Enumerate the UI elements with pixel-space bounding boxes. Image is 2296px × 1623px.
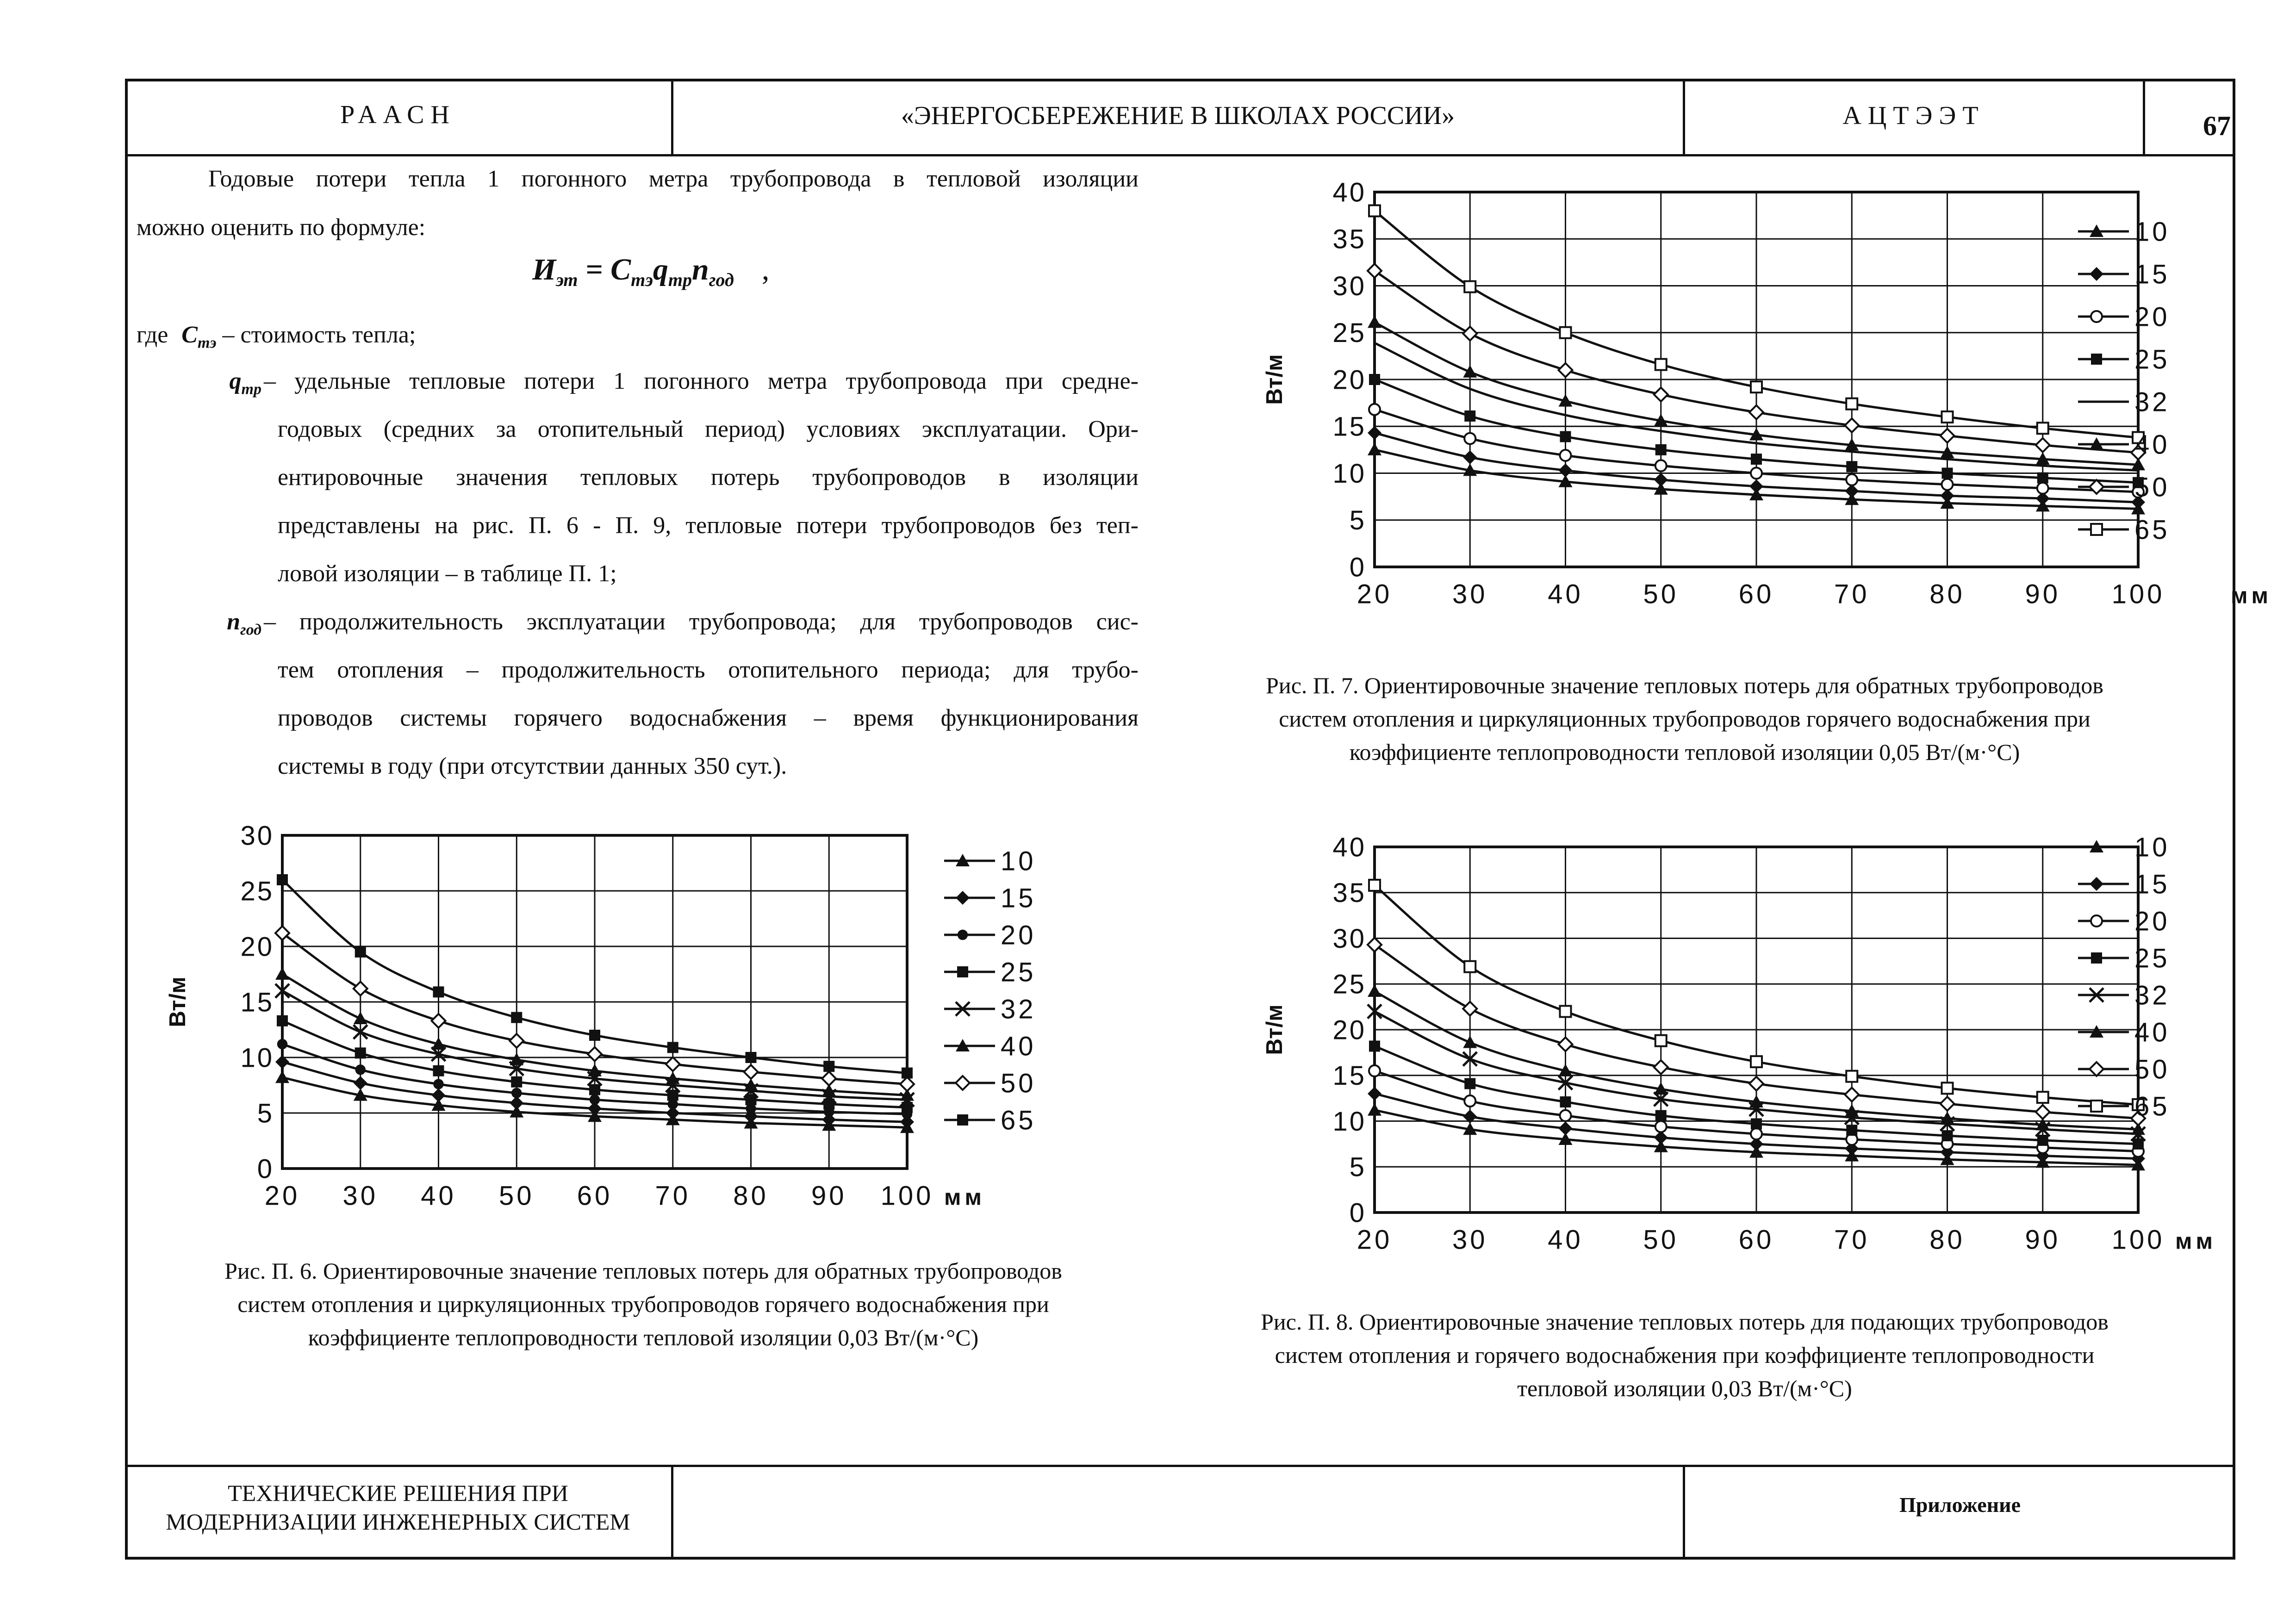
fig8-point-50-3 — [1654, 1060, 1668, 1074]
fig6-point-20-2 — [433, 1079, 444, 1089]
fig6-point-50-4 — [588, 1047, 602, 1061]
fig7-xtick-2: 40 — [1548, 579, 1583, 609]
fig7-point-10-0 — [1368, 443, 1381, 455]
fig8-point-25-0 — [1369, 1041, 1380, 1052]
fig7-point-65-1 — [1464, 281, 1475, 292]
fig6-xtick-6: 80 — [733, 1181, 769, 1211]
q-sub: тр — [241, 380, 261, 398]
fig8-point-50-7 — [2036, 1105, 2050, 1119]
formula-c-sub: тэ — [631, 269, 653, 291]
intro-line2: можно оценить по формуле: — [137, 214, 426, 241]
fig8-ytick-2: 10 — [1332, 1106, 1366, 1137]
fig6-point-20-1 — [355, 1064, 366, 1075]
caption-fig6-line3: коэффициенте теплопроводности тепловой изоляции 0,03 Вт/(м·°С) — [308, 1325, 979, 1350]
fig6-point-65-8 — [902, 1068, 913, 1079]
fig8-legend-marker-25 — [2091, 952, 2102, 964]
fig7-xtick-1: 30 — [1452, 579, 1488, 609]
fig6-point-50-6 — [744, 1065, 758, 1079]
fig6-xunit: мм — [944, 1184, 985, 1210]
fig7-point-20-0 — [1369, 404, 1380, 415]
fig6-ytick-0: 0 — [257, 1154, 274, 1184]
fig7-point-25-2 — [1560, 431, 1571, 442]
header-right: АЦТЭЭТ — [1842, 101, 1985, 130]
fig6-legend-label-50: 50 — [1001, 1068, 1036, 1099]
fig8-xtick-6: 80 — [1929, 1225, 1965, 1255]
footer-left — [130, 1479, 666, 1536]
fig6-legend-label-40: 40 — [1001, 1031, 1036, 1062]
fig8-ytick-6: 30 — [1332, 923, 1366, 954]
fig6-point-25-2 — [433, 1065, 444, 1076]
footer-divider — [125, 1465, 2235, 1467]
fig8-point-25-6 — [1942, 1130, 1953, 1141]
fig6-legend-label-15: 15 — [1001, 883, 1036, 914]
fig6-xtick-4: 60 — [577, 1181, 613, 1211]
fig7-point-25-6 — [1942, 468, 1953, 479]
fig7-ytick-3: 15 — [1332, 411, 1366, 442]
fig8-point-65-5 — [1846, 1071, 1857, 1082]
fig8-xunit: мм — [2175, 1228, 2216, 1254]
formula-n: n — [692, 253, 709, 286]
formula-eq: = — [578, 253, 611, 286]
fig7-point-65-0 — [1369, 205, 1380, 217]
fig7-point-50-0 — [1368, 264, 1381, 278]
fig7-legend-label-32: 32 — [2134, 387, 2170, 417]
where-prefix: где — [137, 322, 168, 348]
fig6-point-65-7 — [823, 1061, 834, 1072]
q-desc-line5: ловой изоляции – в таблице П. 1; — [278, 560, 617, 587]
q-desc-line3: ентировочные значения тепловых потерь трубопроводов в изоляции — [278, 464, 1139, 491]
fig7-legend-label-40: 40 — [2134, 429, 2170, 460]
fig6-xtick-2: 40 — [421, 1181, 456, 1211]
fig6-point-20-0 — [277, 1039, 288, 1050]
fig6-point-65-3 — [511, 1012, 522, 1023]
fig7-xtick-8: 100 — [2111, 579, 2165, 609]
fig7-point-15-0 — [1368, 426, 1381, 440]
fig8-xtick-0: 20 — [1356, 1225, 1393, 1255]
fig7-legend-marker-15 — [2090, 267, 2103, 281]
fig6-legend-marker-20 — [958, 930, 968, 940]
fig6-point-65-0 — [277, 874, 288, 885]
fig7-point-25-1 — [1464, 410, 1475, 422]
n-desc-line2: тем отопления – продолжительность отопительного периода; для трубо- — [278, 657, 1139, 683]
fig7-point-20-2 — [1560, 450, 1571, 461]
fig6-legend-label-65: 65 — [1001, 1105, 1036, 1136]
n-desc-line3: проводов системы горячего водоснабжения – время функционирования — [278, 705, 1139, 731]
fig8-ytick-3: 15 — [1332, 1061, 1366, 1091]
footer-sep-2 — [1683, 1465, 1685, 1560]
chart-fig6 — [157, 815, 1037, 1222]
fig7-point-50-7 — [2036, 438, 2050, 452]
fig8-ytick-0: 0 — [1349, 1198, 1366, 1228]
fig7-point-20-6 — [1942, 479, 1953, 490]
fig8-point-50-1 — [1463, 1002, 1477, 1016]
header-left: РААСН — [340, 100, 456, 129]
footer-right: Приложение — [1899, 1493, 2021, 1517]
fig7-xtick-5: 70 — [1834, 579, 1870, 609]
formula-c: C — [610, 253, 631, 286]
fig8-point-65-2 — [1560, 1006, 1571, 1017]
caption-fig6 — [139, 1254, 1148, 1354]
fig6-ytick-6: 30 — [240, 821, 274, 851]
fig6-legend-label-32: 32 — [1001, 994, 1036, 1025]
fig8-point-25-5 — [1846, 1125, 1857, 1136]
formula-q-sub: тр — [668, 269, 692, 291]
fig6-legend-marker-15 — [956, 891, 970, 905]
fig8-point-10-0 — [1368, 1103, 1381, 1116]
page-number: 67 — [2203, 111, 2231, 141]
n-sub: год — [240, 621, 261, 639]
fig7-xtick-7: 90 — [2025, 579, 2061, 609]
fig7-point-20-5 — [1846, 474, 1857, 485]
fig6-point-65-5 — [667, 1042, 678, 1053]
fig7-point-50-6 — [1941, 429, 1954, 443]
fig6-xtick-8: 100 — [880, 1181, 934, 1211]
fig7-xtick-4: 60 — [1738, 579, 1774, 609]
fig7-point-20-3 — [1655, 460, 1667, 471]
fig8-point-65-7 — [2037, 1092, 2048, 1103]
fig8-legend-label-10: 10 — [2134, 832, 2170, 863]
fig6-point-40-1 — [354, 1012, 367, 1024]
fig8-point-25-2 — [1560, 1096, 1571, 1107]
fig8-point-50-6 — [1941, 1097, 1954, 1111]
fig6-point-25-1 — [355, 1047, 366, 1058]
fig6-point-50-5 — [666, 1057, 680, 1071]
fig8-legend-label-20: 20 — [2134, 906, 2170, 937]
fig7-ytick-5: 25 — [1332, 318, 1366, 348]
fig8-point-20-1 — [1464, 1095, 1475, 1107]
n-symbol: n — [227, 609, 241, 635]
fig8-legend-label-65: 65 — [2134, 1091, 2170, 1122]
fig6-point-20-4 — [590, 1094, 600, 1105]
caption-fig8 — [1176, 1305, 2194, 1405]
fig7-point-25-7 — [2037, 473, 2048, 484]
fig7-xunit: мм — [2231, 583, 2272, 609]
fig7-legend-label-15: 15 — [2134, 259, 2170, 290]
fig7-ytick-0: 0 — [1349, 552, 1366, 583]
c-desc: – стоимость тепла; — [222, 322, 416, 348]
fig7-legend-marker-65 — [2091, 524, 2102, 535]
fig7-point-65-5 — [1846, 398, 1857, 410]
fig8-legend-label-50: 50 — [2134, 1054, 2170, 1085]
fig8-ylabel: Вт/м — [1262, 1004, 1287, 1055]
fig8-ytick-5: 25 — [1332, 969, 1366, 1000]
fig8-xtick-1: 30 — [1452, 1225, 1488, 1255]
fig8-xtick-3: 50 — [1643, 1225, 1679, 1255]
c-sub: тэ — [197, 334, 217, 352]
formula-lhs: И — [532, 253, 556, 286]
caption-fig8-line2: систем отопления и горячего водоснабжения при коэффициенте теплопроводности — [1275, 1342, 2095, 1368]
header-sep-3 — [2143, 79, 2145, 155]
fig8-point-20-2 — [1560, 1110, 1571, 1121]
fig6-point-15-2 — [432, 1088, 446, 1102]
fig7-point-50-2 — [1559, 363, 1573, 377]
q-desc-line2: годовых (средних за отопительный период) условиях эксплуатации. Ори- — [278, 416, 1139, 442]
fig7-point-65-3 — [1655, 359, 1667, 370]
fig8-ytick-7: 35 — [1332, 878, 1366, 908]
caption-fig7-line2: систем отопления и циркуляционных трубопроводов горячего водоснабжения при — [1279, 706, 2091, 732]
fig6-ytick-4: 20 — [240, 932, 274, 962]
caption-fig8-line1: Рис. П. 8. Ориентировочные значение тепловых потерь для подающих трубопроводов — [1261, 1309, 2109, 1335]
fig8-point-65-4 — [1751, 1056, 1762, 1067]
fig6-point-65-6 — [746, 1052, 757, 1063]
fig6-point-25-0 — [277, 1015, 288, 1026]
fig7-point-65-4 — [1751, 381, 1762, 392]
fig7-point-50-5 — [1845, 418, 1859, 432]
fig7-ytick-4: 20 — [1332, 365, 1366, 395]
fig6-point-65-4 — [589, 1030, 600, 1041]
fig8-point-40-1 — [1463, 1036, 1477, 1048]
c-symbol: C — [181, 322, 198, 348]
fig7-point-50-3 — [1654, 387, 1668, 401]
n-desc-line4: системы в году (при отсутствии данных 350 сут.). — [278, 753, 787, 779]
fig8-point-15-2 — [1559, 1121, 1573, 1135]
fig6-point-20-3 — [511, 1088, 522, 1099]
fig8-xtick-7: 90 — [2025, 1225, 2061, 1255]
fig6-legend-marker-50 — [956, 1076, 970, 1090]
fig6-ytick-1: 5 — [257, 1098, 274, 1129]
fig8-point-25-8 — [2133, 1138, 2144, 1150]
fig8-xtick-2: 40 — [1548, 1225, 1583, 1255]
fig6-point-65-2 — [433, 986, 444, 997]
fig8-legend-marker-65 — [2091, 1101, 2102, 1112]
header-center: «ЭНЕРГОСБЕРЕЖЕНИЕ В ШКОЛАХ РОССИИ» — [901, 101, 1455, 130]
fig6-point-25-5 — [667, 1090, 678, 1101]
fig7-point-25-3 — [1655, 444, 1667, 455]
fig6-legend-label-25: 25 — [1001, 957, 1036, 988]
fig8-xtick-4: 60 — [1738, 1225, 1774, 1255]
intro-line1: Годовые потери тепла 1 погонного метра трубопровода в тепловой изоляции — [208, 166, 1139, 192]
fig8-point-15-0 — [1368, 1087, 1381, 1101]
fig7-point-15-3 — [1654, 473, 1668, 487]
fig6-point-40-0 — [275, 967, 289, 980]
fig8-ytick-8: 40 — [1332, 832, 1366, 863]
fig8-legend-label-25: 25 — [2134, 943, 2170, 974]
fig6-legend-marker-65 — [957, 1114, 968, 1126]
caption-fig6-line2: систем отопления и циркуляционных трубопроводов горячего водоснабжения при — [237, 1291, 1049, 1317]
fig7-point-65-2 — [1560, 327, 1571, 338]
fig8-point-25-1 — [1464, 1078, 1475, 1089]
fig6-ytick-5: 25 — [240, 876, 274, 907]
fig8-ytick-4: 20 — [1332, 1015, 1366, 1045]
fig7-legend-label-25: 25 — [2134, 344, 2170, 375]
q-desc-line4: представлены на рис. П. 6 - П. 9, тепловые потери трубопроводов без теп- — [278, 512, 1139, 539]
fig7-point-20-7 — [2037, 483, 2048, 494]
fig7-xtick-3: 50 — [1643, 579, 1679, 609]
fig8-point-20-4 — [1751, 1128, 1762, 1139]
fig8-point-50-4 — [1749, 1077, 1763, 1091]
fig8-xtick-8: 100 — [2111, 1225, 2165, 1255]
fig7-point-40-1 — [1463, 365, 1477, 378]
fig6-point-50-1 — [354, 982, 367, 995]
fig7-ytick-2: 10 — [1332, 458, 1366, 489]
fig6-xtick-7: 90 — [811, 1181, 847, 1211]
fig6-point-50-8 — [900, 1077, 914, 1091]
fig8-legend-marker-20 — [2091, 915, 2102, 927]
fig7-point-50-1 — [1463, 327, 1477, 341]
fig8-legend-label-15: 15 — [2134, 869, 2170, 900]
formula-comma: , — [761, 253, 770, 286]
fig8-point-50-0 — [1368, 938, 1381, 951]
fig7-legend-marker-20 — [2091, 311, 2102, 322]
header-sep-2 — [1683, 79, 1685, 155]
fig6-legend-label-10: 10 — [1001, 846, 1036, 877]
fig7-xtick-0: 20 — [1356, 579, 1393, 609]
fig7-point-20-1 — [1464, 433, 1475, 444]
fig7-point-25-4 — [1751, 454, 1762, 465]
fig8-legend-label-32: 32 — [2134, 980, 2170, 1011]
fig7-ylabel: Вт/м — [1262, 354, 1287, 405]
fig8-legend-marker-15 — [2090, 877, 2103, 891]
fig8-point-20-0 — [1369, 1065, 1380, 1076]
fig6-xtick-1: 30 — [342, 1181, 379, 1211]
caption-fig6-line1: Рис. П. 6. Ориентировочные значение тепловых потерь для обратных трубопроводов — [224, 1258, 1062, 1284]
fig6-ytick-3: 15 — [240, 987, 274, 1018]
q-symbol: q — [229, 368, 242, 394]
fig6-point-50-7 — [822, 1072, 836, 1086]
formula-n-sub: год — [709, 269, 734, 291]
fig7-point-25-5 — [1846, 461, 1857, 472]
n-desc-line1: – продолжительность эксплуатации трубопровода; для трубопроводов сис- — [264, 609, 1139, 635]
fig8-xtick-5: 70 — [1834, 1225, 1870, 1255]
fig8-point-65-0 — [1369, 880, 1380, 891]
fig6-point-50-2 — [432, 1014, 446, 1028]
fig7-legend-label-20: 20 — [2134, 302, 2170, 332]
fig8-point-25-4 — [1751, 1118, 1762, 1129]
fig7-legend-label-65: 65 — [2134, 515, 2170, 545]
fig6-xtick-0: 20 — [264, 1181, 300, 1211]
fig7-ytick-8: 40 — [1332, 177, 1366, 208]
n-symbol-wrap — [201, 598, 261, 654]
fig7-legend-label-50: 50 — [2134, 472, 2170, 503]
fig7-legend-label-10: 10 — [2134, 217, 2170, 247]
fig6-point-25-3 — [511, 1076, 522, 1088]
fig6-xtick-5: 70 — [655, 1181, 691, 1211]
chart-fig7 — [1250, 171, 2272, 634]
fig7-legend-marker-50 — [2090, 480, 2103, 494]
fig7-point-20-4 — [1751, 468, 1762, 479]
fig7-legend-marker-25 — [2091, 354, 2102, 365]
fig6-legend-marker-25 — [957, 966, 968, 977]
fig6-point-25-4 — [589, 1084, 600, 1095]
fig6-xtick-3: 50 — [498, 1181, 535, 1211]
fig7-point-15-1 — [1463, 450, 1477, 464]
footer-left-line2: МОДЕРНИЗАЦИИ ИНЖЕНЕРНЫХ СИСТЕМ — [166, 1509, 630, 1535]
fig7-ytick-6: 30 — [1332, 271, 1366, 301]
formula-q: q — [653, 253, 668, 286]
fig7-ytick-1: 5 — [1349, 505, 1366, 536]
header-sep-1 — [671, 79, 673, 155]
fig7-ytick-7: 35 — [1332, 224, 1366, 255]
fig8-point-50-2 — [1559, 1038, 1573, 1051]
fig8-point-20-3 — [1655, 1121, 1667, 1132]
fig6-point-15-1 — [354, 1076, 367, 1090]
fig7-point-65-6 — [1942, 411, 1953, 423]
fig6-point-65-1 — [355, 946, 366, 958]
fig7-point-15-2 — [1559, 463, 1573, 477]
caption-fig8-line3: тепловой изоляции 0,03 Вт/(м·°С) — [1517, 1375, 1852, 1401]
formula-lhs-sub: эт — [556, 269, 578, 291]
fig6-point-50-3 — [510, 1034, 523, 1048]
fig8-legend-marker-50 — [2090, 1062, 2103, 1076]
fig8-ytick-1: 5 — [1349, 1152, 1366, 1182]
fig8-point-50-5 — [1845, 1088, 1859, 1101]
caption-fig7-line1: Рис. П. 7. Ориентировочные значение тепловых потерь для обратных трубопроводов — [1266, 672, 2103, 698]
fig6-ylabel: Вт/м — [165, 976, 190, 1027]
formula — [532, 252, 769, 291]
fig6-point-10-0 — [275, 1070, 289, 1083]
fig7-point-40-0 — [1368, 315, 1381, 328]
fig7-point-25-0 — [1369, 374, 1380, 385]
chart-fig8 — [1250, 828, 2216, 1273]
footer-left-line1: ТЕХНИЧЕСКИЕ РЕШЕНИЯ ПРИ — [228, 1480, 568, 1506]
caption-fig7-line3: коэффициенте теплопроводности тепловой изоляции 0,05 Вт/(м·°С) — [1349, 739, 2020, 765]
footer-sep-1 — [671, 1465, 673, 1560]
fig7-point-65-7 — [2037, 423, 2048, 434]
caption-fig7 — [1176, 669, 2194, 769]
fig8-point-65-1 — [1464, 961, 1475, 972]
fig7-xtick-6: 80 — [1929, 579, 1965, 609]
fig8-point-40-0 — [1368, 984, 1381, 997]
fig6-ytick-2: 10 — [240, 1043, 274, 1073]
fig8-point-65-3 — [1655, 1035, 1667, 1046]
fig7-point-15-4 — [1749, 479, 1763, 493]
q-symbol-wrap — [211, 357, 261, 413]
fig8-legend-label-40: 40 — [2134, 1017, 2170, 1048]
fig8-point-25-3 — [1655, 1110, 1667, 1121]
fig6-legend-label-20: 20 — [1001, 920, 1036, 951]
fig8-point-65-6 — [1942, 1082, 1953, 1094]
fig7-point-50-4 — [1749, 405, 1763, 419]
q-desc-line1: – удельные тепловые потери 1 погонного метра трубопровода при средне- — [264, 368, 1139, 394]
fig8-point-25-7 — [2037, 1135, 2048, 1146]
